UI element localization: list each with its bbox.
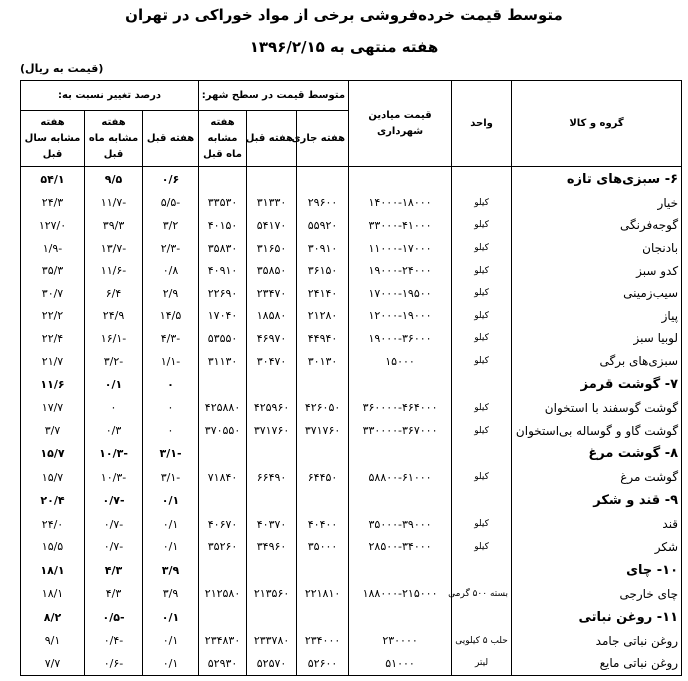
item-unit: کیلو [452, 350, 512, 373]
header-avg-city-price: متوسط قیمت در سطح شهر: [199, 81, 349, 111]
pct-change-last-month: ۶/۴ [85, 282, 143, 305]
table-row [21, 419, 682, 442]
table-row [21, 327, 682, 350]
header-field-price: قیمت میادین شهرداری [349, 81, 452, 167]
last-month-price: ۲۲۶۹۰ [199, 282, 247, 305]
current-week-price: ۴۰۴۰۰ [297, 513, 349, 536]
pct-change-last-year: ۷/۷ [21, 652, 85, 676]
item-unit: کیلو [452, 419, 512, 442]
pct-change-last-year: ۱۸/۱ [21, 558, 85, 582]
field-price: ۲۳۰۰۰۰ [349, 629, 452, 652]
pct-change-last-year: ۲۴/۰ [21, 513, 85, 536]
prev-week-price [247, 372, 297, 396]
pct-change-prev-week: -۴/۳ [143, 327, 199, 350]
item-name: روغن نباتی جامد [512, 629, 682, 652]
field-price: ۵۱۰۰۰ [349, 652, 452, 676]
item-unit [452, 489, 512, 513]
item-unit: حلب ۵ کیلویی [452, 629, 512, 652]
item-unit: کیلو [452, 237, 512, 260]
item-name: بادنجان [512, 237, 682, 260]
prev-week-price: ۱۸۵۸۰ [247, 305, 297, 328]
header-pct-prev-week: هفته قبل [143, 111, 199, 167]
item-unit: کیلو [452, 513, 512, 536]
item-name: قند [512, 513, 682, 536]
prev-week-price: ۳۴۹۶۰ [247, 536, 297, 559]
header-prev-week: هفته قبل [247, 111, 297, 167]
item-unit: کیلو [452, 305, 512, 328]
field-price: ۲۸۵۰۰-۳۴۰۰۰ [349, 536, 452, 559]
pct-change-prev-week: ۰ [143, 372, 199, 396]
item-name: گوشت گاو و گوساله بی‌استخوان [512, 419, 682, 442]
pct-change-prev-week: ۰/۱ [143, 652, 199, 676]
table-row [21, 629, 682, 652]
pct-change-last-month: -۱۳/۷ [85, 237, 143, 260]
prev-week-price: ۳۱۳۳۰ [247, 192, 297, 215]
table-row [21, 237, 682, 260]
category-row [21, 489, 682, 513]
pct-change-last-month: ۰/۳ [85, 419, 143, 442]
current-week-price: ۳۷۱۷۶۰ [297, 419, 349, 442]
prev-week-price [247, 167, 297, 192]
pct-change-prev-week: ۳/۹ [143, 558, 199, 582]
document-title: متوسط قیمت خرده‌فروشی برخی از مواد خوراکی در تهران [125, 6, 563, 24]
last-month-price: ۴۲۵۸۸۰ [199, 397, 247, 420]
item-name: ۸- گوشت مرغ [512, 442, 682, 466]
header-group: گروه و کالا [512, 81, 682, 167]
last-month-price: ۷۱۸۴۰ [199, 466, 247, 489]
pct-change-last-month: ۲۴/۹ [85, 305, 143, 328]
pct-change-last-month: -۰/۴ [85, 629, 143, 652]
prev-week-price: ۲۱۳۵۶۰ [247, 582, 297, 605]
pct-change-prev-week: -۵/۵ [143, 192, 199, 215]
pct-change-prev-week: ۰ [143, 397, 199, 420]
pct-change-last-year: ۲۴/۳ [21, 192, 85, 215]
pct-change-last-year: ۹/۱ [21, 629, 85, 652]
field-price [349, 489, 452, 513]
table-row [21, 259, 682, 282]
current-week-price: ۵۵۹۲۰ [297, 214, 349, 237]
last-month-price: ۲۳۴۸۳۰ [199, 629, 247, 652]
pct-change-prev-week: -۱/۱ [143, 350, 199, 373]
item-unit: لیتر [452, 652, 512, 676]
current-week-price: ۲۲۱۸۱۰ [297, 582, 349, 605]
table-row [21, 582, 682, 605]
pct-change-prev-week: ۰/۱ [143, 489, 199, 513]
current-week-price: ۲۴۱۴۰ [297, 282, 349, 305]
pct-change-prev-week: ۰/۱ [143, 605, 199, 629]
pct-change-prev-week: ۰/۶ [143, 167, 199, 192]
prev-week-price: ۲۳۳۷۸۰ [247, 629, 297, 652]
current-week-price [297, 372, 349, 396]
current-week-price: ۳۰۹۱۰ [297, 237, 349, 260]
header-pct-change: درصد تغییر نسبت به: [21, 81, 199, 111]
item-unit: کیلو [452, 397, 512, 420]
pct-change-last-year: ۸/۲ [21, 605, 85, 629]
item-unit [452, 442, 512, 466]
pct-change-last-month: -۱۶/۱ [85, 327, 143, 350]
pct-change-prev-week: ۰/۱ [143, 513, 199, 536]
field-price [349, 167, 452, 192]
field-price: ۱۴۰۰۰-۱۸۰۰۰ [349, 192, 452, 215]
pct-change-prev-week: -۲/۳ [143, 237, 199, 260]
item-unit: کیلو [452, 282, 512, 305]
pct-change-last-year: ۲۱/۷ [21, 350, 85, 373]
category-row [21, 442, 682, 466]
field-price: ۱۵۰۰۰ [349, 350, 452, 373]
item-unit [452, 558, 512, 582]
header-unit: واحد [452, 81, 512, 167]
pct-change-last-month: -۰/۷ [85, 536, 143, 559]
last-month-price [199, 442, 247, 466]
pct-change-last-year: ۱۵/۷ [21, 466, 85, 489]
pct-change-last-year: ۱۸/۱ [21, 582, 85, 605]
item-unit: کیلو [452, 327, 512, 350]
pct-change-prev-week: ۰/۱ [143, 629, 199, 652]
pct-change-last-year: ۱۲۷/۰ [21, 214, 85, 237]
field-price [349, 372, 452, 396]
item-unit [452, 167, 512, 192]
current-week-price [297, 167, 349, 192]
pct-change-last-month: ۰ [85, 397, 143, 420]
header-pct-same-week-last-month: هفته مشابه ماه قبل [85, 111, 143, 167]
prev-week-price: ۴۰۳۷۰ [247, 513, 297, 536]
pct-change-last-month: -۰/۵ [85, 605, 143, 629]
pct-change-last-month: -۱۰/۳ [85, 442, 143, 466]
pct-change-last-month: -۰/۶ [85, 652, 143, 676]
item-unit [452, 372, 512, 396]
header-current-week: هفته جاری [297, 111, 349, 167]
pct-change-last-year: -۱/۹ [21, 237, 85, 260]
last-month-price: ۳۳۵۳۰ [199, 192, 247, 215]
pct-change-last-year: ۲۲/۲ [21, 305, 85, 328]
current-week-price [297, 489, 349, 513]
item-name: گوشت گوسفند با استخوان [512, 397, 682, 420]
item-name: سیب‌زمینی [512, 282, 682, 305]
field-price: ۱۷۰۰۰-۱۹۵۰۰ [349, 282, 452, 305]
pct-change-prev-week: ۰/۸ [143, 259, 199, 282]
item-name: گوشت مرغ [512, 466, 682, 489]
item-name: شکر [512, 536, 682, 559]
pct-change-prev-week: ۳/۲ [143, 214, 199, 237]
item-unit: کیلو [452, 259, 512, 282]
pct-change-last-year: ۲۰/۴ [21, 489, 85, 513]
current-week-price: ۲۹۶۰۰ [297, 192, 349, 215]
prev-week-price [247, 442, 297, 466]
category-row [21, 605, 682, 629]
field-price: ۱۲۰۰۰-۱۹۰۰۰ [349, 305, 452, 328]
pct-change-last-year: ۱۵/۷ [21, 442, 85, 466]
current-week-price: ۴۲۶۰۵۰ [297, 397, 349, 420]
item-name: ۹- قند و شکر [512, 489, 682, 513]
prev-week-price [247, 489, 297, 513]
last-month-price: ۵۳۵۵۰ [199, 327, 247, 350]
header-pct-same-week-last-year: هفته مشابه سال قبل [21, 111, 85, 167]
last-month-price: ۴۰۹۱۰ [199, 259, 247, 282]
current-week-price: ۲۳۴۰۰۰ [297, 629, 349, 652]
item-unit: کیلو [452, 214, 512, 237]
item-unit: کیلو [452, 192, 512, 215]
last-month-price: ۵۲۹۳۰ [199, 652, 247, 676]
current-week-price: ۳۵۰۰۰ [297, 536, 349, 559]
last-month-price: ۲۱۲۵۸۰ [199, 582, 247, 605]
pct-change-last-month: ۳۹/۳ [85, 214, 143, 237]
field-price: ۱۹۰۰۰-۲۴۰۰۰ [349, 259, 452, 282]
current-week-price: ۳۰۱۳۰ [297, 350, 349, 373]
item-name: ۱۰- چای [512, 558, 682, 582]
pct-change-last-year: ۳/۷ [21, 419, 85, 442]
pct-change-prev-week: -۳/۱ [143, 466, 199, 489]
pct-change-prev-week: ۱۴/۵ [143, 305, 199, 328]
header-same-week-last-month: هفته مشابه ماه قبل [199, 111, 247, 167]
item-unit: کیلو [452, 466, 512, 489]
pct-change-prev-week: ۲/۹ [143, 282, 199, 305]
table-header [21, 81, 682, 167]
pct-change-last-year: ۱۷/۷ [21, 397, 85, 420]
category-row [21, 372, 682, 396]
table-row [21, 305, 682, 328]
pct-change-last-month: ۰/۱ [85, 372, 143, 396]
field-price [349, 605, 452, 629]
item-name: ۷- گوشت قرمز [512, 372, 682, 396]
pct-change-prev-week: ۳/۹ [143, 582, 199, 605]
last-month-price [199, 558, 247, 582]
prev-week-price: ۶۶۴۹۰ [247, 466, 297, 489]
current-week-price: ۵۲۶۰۰ [297, 652, 349, 676]
table-row [21, 466, 682, 489]
pct-change-last-year: ۳۰/۷ [21, 282, 85, 305]
last-month-price: ۳۵۸۳۰ [199, 237, 247, 260]
prev-week-price [247, 558, 297, 582]
table-row [21, 282, 682, 305]
prev-week-price: ۴۶۹۷۰ [247, 327, 297, 350]
last-month-price: ۴۰۶۷۰ [199, 513, 247, 536]
prev-week-price: ۴۲۵۹۶۰ [247, 397, 297, 420]
pct-change-last-year: ۱۱/۶ [21, 372, 85, 396]
last-month-price: ۳۱۱۳۰ [199, 350, 247, 373]
prev-week-price: ۳۱۶۵۰ [247, 237, 297, 260]
field-price: ۱۹۰۰۰-۳۶۰۰۰ [349, 327, 452, 350]
pct-change-last-year: ۱۵/۵ [21, 536, 85, 559]
current-week-price: ۴۴۹۴۰ [297, 327, 349, 350]
item-name: گوجه‌فرنگی [512, 214, 682, 237]
item-name: ۶- سبزی‌های تازه [512, 167, 682, 192]
document-subtitle: هفته منتهی به ۱۳۹۶/۲/۱۵ [249, 38, 439, 56]
last-month-price: ۳۵۲۶۰ [199, 536, 247, 559]
item-unit: بسته ۵۰۰ گرمی [452, 582, 512, 605]
pct-change-prev-week: -۳/۱ [143, 442, 199, 466]
table-row [21, 350, 682, 373]
current-week-price: ۲۱۲۸۰ [297, 305, 349, 328]
prev-week-price: ۵۲۵۷۰ [247, 652, 297, 676]
pct-change-last-year: ۳۵/۳ [21, 259, 85, 282]
pct-change-last-month: -۱۰/۳ [85, 466, 143, 489]
table-row [21, 513, 682, 536]
last-month-price: ۱۷۰۴۰ [199, 305, 247, 328]
table-row [21, 192, 682, 215]
prev-week-price: ۵۴۱۷۰ [247, 214, 297, 237]
field-price: ۱۱۰۰۰-۱۷۰۰۰ [349, 237, 452, 260]
pct-change-prev-week: ۰/۱ [143, 536, 199, 559]
pct-change-last-month: ۹/۵ [85, 167, 143, 192]
field-price: ۳۳۰۰۰-۴۱۰۰۰ [349, 214, 452, 237]
current-week-price [297, 558, 349, 582]
pct-change-last-month: -۱۱/۷ [85, 192, 143, 215]
category-row [21, 558, 682, 582]
table-row [21, 397, 682, 420]
item-name: کدو سبز [512, 259, 682, 282]
field-price [349, 442, 452, 466]
field-price: ۳۳۰۰۰۰-۳۶۷۰۰۰ [349, 419, 452, 442]
field-price: ۳۶۰۰۰۰-۴۶۴۰۰۰ [349, 397, 452, 420]
current-week-price [297, 442, 349, 466]
pct-change-last-month: ۴/۳ [85, 558, 143, 582]
current-week-price: ۳۶۱۵۰ [297, 259, 349, 282]
table-row [21, 652, 682, 676]
item-name: پیاز [512, 305, 682, 328]
field-price: ۱۸۸۰۰۰-۲۱۵۰۰۰ [349, 582, 452, 605]
price-table [20, 80, 682, 676]
pct-change-last-month: -۱۱/۶ [85, 259, 143, 282]
last-month-price [199, 167, 247, 192]
category-row [21, 167, 682, 192]
pct-change-prev-week: ۰ [143, 419, 199, 442]
field-price [349, 558, 452, 582]
pct-change-last-month: ۴/۳ [85, 582, 143, 605]
prev-week-price: ۳۷۱۷۶۰ [247, 419, 297, 442]
table-row [21, 214, 682, 237]
item-unit [452, 605, 512, 629]
prev-week-price: ۳۰۴۷۰ [247, 350, 297, 373]
current-week-price [297, 605, 349, 629]
pct-change-last-month: -۰/۷ [85, 513, 143, 536]
item-name: لوبیا سبز [512, 327, 682, 350]
item-name: روغن نباتی مایع [512, 652, 682, 676]
item-name: خیار [512, 192, 682, 215]
pct-change-last-month: -۰/۷ [85, 489, 143, 513]
last-month-price [199, 372, 247, 396]
last-month-price: ۴۰۱۵۰ [199, 214, 247, 237]
prev-week-price: ۳۵۸۵۰ [247, 259, 297, 282]
table-row [21, 536, 682, 559]
item-unit: کیلو [452, 536, 512, 559]
item-name: سبزی‌های برگی [512, 350, 682, 373]
pct-change-last-year: ۲۲/۴ [21, 327, 85, 350]
table-body [21, 167, 682, 676]
pct-change-last-year: ۵۴/۱ [21, 167, 85, 192]
current-week-price: ۶۴۴۵۰ [297, 466, 349, 489]
last-month-price [199, 605, 247, 629]
pct-change-last-month: -۳/۲ [85, 350, 143, 373]
item-name: ۱۱- روغن نباتی [512, 605, 682, 629]
prev-week-price: ۲۳۴۷۰ [247, 282, 297, 305]
last-month-price [199, 489, 247, 513]
last-month-price: ۳۷۰۵۵۰ [199, 419, 247, 442]
field-price: ۵۸۸۰۰-۶۱۰۰۰ [349, 466, 452, 489]
currency-unit-note: (قیمت به ریال) [20, 62, 104, 75]
prev-week-price [247, 605, 297, 629]
field-price: ۳۵۰۰۰-۳۹۰۰۰ [349, 513, 452, 536]
item-name: چای خارجی [512, 582, 682, 605]
